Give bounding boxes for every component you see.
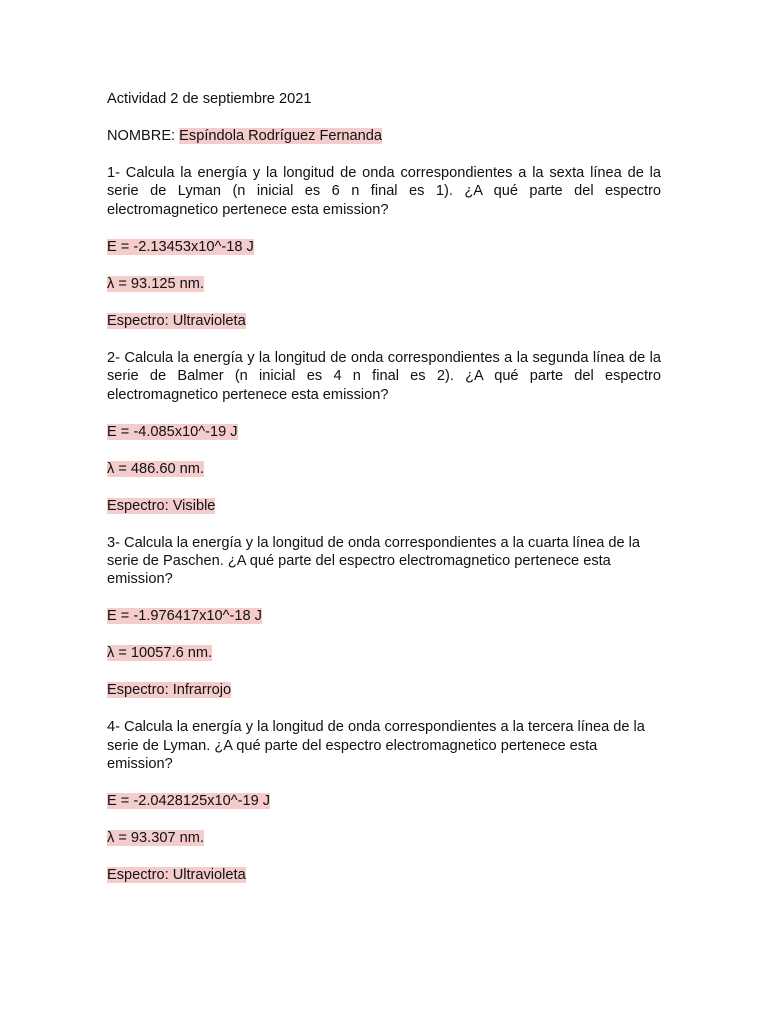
question-2-wavelength: λ = 486.60 nm.: [107, 460, 204, 477]
document-content: [107, 90, 661, 903]
question-4-spectrum: Espectro: Ultravioleta: [107, 867, 246, 884]
question-3-energy: E = -1.976417x10^-18 J: [107, 608, 262, 625]
question-3-prompt: 3- Calcula la energía y la longitud de onda correspondientes a la cuarta línea de la serie de Paschen. ¿A qué parte del espectro electromagnetico pertenece esta emission?: [107, 534, 641, 588]
question-3-spectrum: Espectro: Infrarrojo: [107, 682, 232, 699]
document-title: Actividad 2 de septiembre 2021: [107, 91, 312, 107]
question-2-spectrum: Espectro: Visible: [107, 497, 216, 514]
question-1-wavelength: λ = 93.125 nm.: [107, 275, 204, 292]
question-4-energy: E = -2.0428125x10^-19 J: [107, 793, 271, 810]
question-2-energy: E = -4.085x10^-19 J: [107, 423, 238, 440]
question-1-spectrum: Espectro: Ultravioleta: [107, 312, 246, 329]
question-4-wavelength: λ = 93.307 nm.: [107, 830, 204, 847]
question-1-energy: E = -2.13453x10^-18 J: [107, 238, 254, 255]
question-3-wavelength: λ = 10057.6 nm.: [107, 645, 213, 662]
question-2-prompt: 2- Calcula la energía y la longitud de onda correspondientes a la segunda línea de la serie de Balmer (n inicial es 4 n final es 2). ¿A qué parte del espectro electromagnetico pertenece esta emission?: [107, 349, 661, 403]
name-value: Espíndola Rodríguez Fernanda: [179, 128, 382, 144]
name-label: NOMBRE:: [107, 128, 176, 144]
name-line: [107, 127, 661, 145]
question-4-prompt: 4- Calcula la energía y la longitud de onda correspondientes a la tercera línea de la serie de Lyman. ¿A qué parte del espectro electromagnetico pertenece esta emission?: [107, 719, 645, 773]
question-1-prompt: 1- Calcula la energía y la longitud de onda correspondientes a la sexta línea de la serie de Lyman (n inicial es 6 n final es 1). ¿A qué parte del espectro electromagnetico pertenece esta emission?: [107, 165, 661, 218]
